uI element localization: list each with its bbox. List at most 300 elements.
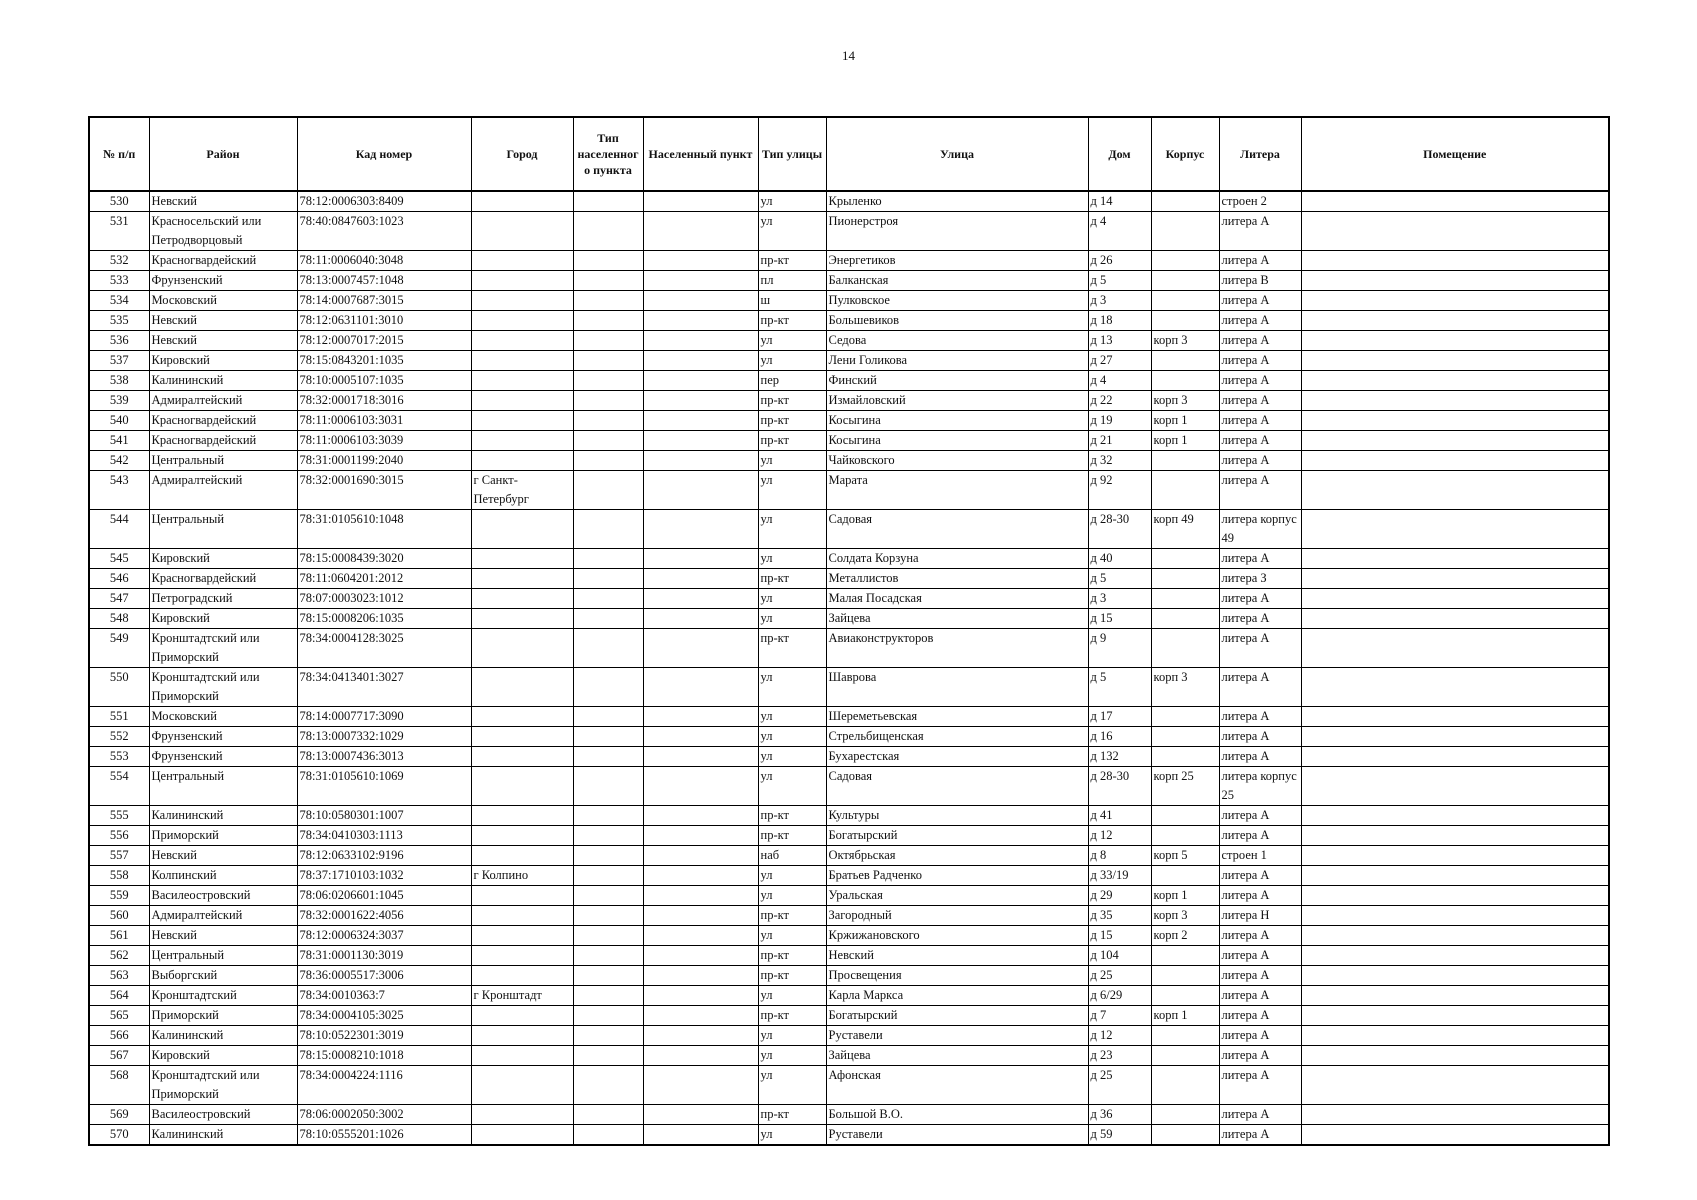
cell-letter: литера корпус 25 (1219, 767, 1301, 806)
cell-letter: литера А (1219, 727, 1301, 747)
table-row (89, 371, 1609, 391)
cell-letter: литера А (1219, 866, 1301, 886)
cell-building: корп 5 (1151, 846, 1219, 866)
cell-street-type: ул (758, 191, 826, 212)
cell-number: 553 (89, 747, 149, 767)
cell-building (1151, 271, 1219, 291)
cell-premises (1301, 886, 1609, 906)
cell-number: 537 (89, 351, 149, 371)
cell-settlement (643, 331, 758, 351)
cell-cadastral-number: 78:12:0006303:8409 (297, 191, 471, 212)
cell-cadastral-number: 78:14:0007717:3090 (297, 707, 471, 727)
cell-building (1151, 371, 1219, 391)
cell-district: Кронштадтский (149, 986, 297, 1006)
cell-number: 559 (89, 886, 149, 906)
cell-district: Кронштадтский или Приморский (149, 629, 297, 668)
table-row (89, 431, 1609, 451)
cell-street-type: пр-кт (758, 431, 826, 451)
cell-city (471, 886, 573, 906)
cell-street-type: ул (758, 589, 826, 609)
cell-district: Кировский (149, 1046, 297, 1066)
cell-settlement (643, 707, 758, 727)
table-row (89, 886, 1609, 906)
cell-district: Невский (149, 331, 297, 351)
cell-building (1151, 451, 1219, 471)
cell-building (1151, 191, 1219, 212)
cell-street: Садовая (826, 510, 1088, 549)
cell-settlement-type (573, 846, 643, 866)
cell-number: 539 (89, 391, 149, 411)
cell-settlement (643, 747, 758, 767)
column-header-letter: Литера (1219, 117, 1301, 191)
cell-cadastral-number: 78:15:0843201:1035 (297, 351, 471, 371)
cell-house: д 15 (1088, 609, 1151, 629)
cell-city (471, 431, 573, 451)
cell-street-type: пр-кт (758, 826, 826, 846)
cell-number: 563 (89, 966, 149, 986)
cell-street: Металлистов (826, 569, 1088, 589)
cell-settlement-type (573, 1006, 643, 1026)
cell-city (471, 826, 573, 846)
cell-settlement-type (573, 1066, 643, 1105)
table-row (89, 271, 1609, 291)
cell-district: Колпинский (149, 866, 297, 886)
cell-house: д 92 (1088, 471, 1151, 510)
cell-street: Лени Голикова (826, 351, 1088, 371)
cell-district: Кировский (149, 351, 297, 371)
column-header-street-type: Тип улицы (758, 117, 826, 191)
cell-house: д 33/19 (1088, 866, 1151, 886)
cell-number: 568 (89, 1066, 149, 1105)
cell-city (471, 668, 573, 707)
cell-settlement (643, 589, 758, 609)
cell-letter: строен 2 (1219, 191, 1301, 212)
cell-settlement-type (573, 351, 643, 371)
cell-district: Центральный (149, 767, 297, 806)
cell-house: д 6/29 (1088, 986, 1151, 1006)
cell-house: д 41 (1088, 806, 1151, 826)
cell-house: д 26 (1088, 251, 1151, 271)
cell-city (471, 727, 573, 747)
cell-city (471, 311, 573, 331)
cell-building (1151, 1046, 1219, 1066)
cell-street: Афонская (826, 1066, 1088, 1105)
cell-cadastral-number: 78:15:0008210:1018 (297, 1046, 471, 1066)
cell-cadastral-number: 78:11:0006040:3048 (297, 251, 471, 271)
cell-settlement-type (573, 1046, 643, 1066)
cell-street: Энергетиков (826, 251, 1088, 271)
cell-cadastral-number: 78:31:0105610:1048 (297, 510, 471, 549)
cell-premises (1301, 926, 1609, 946)
cell-premises (1301, 1046, 1609, 1066)
cell-street: Балканская (826, 271, 1088, 291)
cell-street: Пулковское (826, 291, 1088, 311)
cell-district: Невский (149, 926, 297, 946)
cell-district: Московский (149, 707, 297, 727)
cell-street: Шаврова (826, 668, 1088, 707)
cell-premises (1301, 451, 1609, 471)
cell-premises (1301, 747, 1609, 767)
cell-settlement (643, 886, 758, 906)
cell-district: Невский (149, 846, 297, 866)
cell-letter: литера А (1219, 311, 1301, 331)
cell-number: 551 (89, 707, 149, 727)
cell-city (471, 191, 573, 212)
cell-city (471, 331, 573, 351)
column-header-city: Город (471, 117, 573, 191)
table-row (89, 727, 1609, 747)
cell-street: Уральская (826, 886, 1088, 906)
table-body (89, 191, 1609, 1145)
column-header-building: Корпус (1151, 117, 1219, 191)
cell-street: Солдата Корзуна (826, 549, 1088, 569)
cell-letter: литера А (1219, 826, 1301, 846)
cell-district: Кронштадтский или Приморский (149, 668, 297, 707)
cell-settlement-type (573, 906, 643, 926)
cell-number: 531 (89, 212, 149, 251)
cell-settlement-type (573, 331, 643, 351)
cell-settlement (643, 291, 758, 311)
cell-house: д 25 (1088, 1066, 1151, 1105)
cell-building: корп 49 (1151, 510, 1219, 549)
cell-premises (1301, 826, 1609, 846)
cell-city (471, 966, 573, 986)
cell-cadastral-number: 78:12:0006324:3037 (297, 926, 471, 946)
cell-street: Загородный (826, 906, 1088, 926)
cell-city (471, 846, 573, 866)
cell-district: Красногвардейский (149, 251, 297, 271)
cell-house: д 40 (1088, 549, 1151, 569)
cell-cadastral-number: 78:11:0604201:2012 (297, 569, 471, 589)
cell-number: 550 (89, 668, 149, 707)
cell-building: корп 2 (1151, 926, 1219, 946)
cell-district: Калининский (149, 371, 297, 391)
cell-street-type: ул (758, 1046, 826, 1066)
cell-house: д 22 (1088, 391, 1151, 411)
cell-settlement (643, 966, 758, 986)
cell-letter: литера А (1219, 589, 1301, 609)
cell-number: 547 (89, 589, 149, 609)
table-row (89, 191, 1609, 212)
cell-city (471, 351, 573, 371)
cell-number: 562 (89, 946, 149, 966)
cell-street-type: ул (758, 609, 826, 629)
cell-street-type: пр-кт (758, 629, 826, 668)
table-row (89, 826, 1609, 846)
cell-house: д 9 (1088, 629, 1151, 668)
cell-settlement-type (573, 451, 643, 471)
cell-house: д 3 (1088, 291, 1151, 311)
cell-street-type: пр-кт (758, 1006, 826, 1026)
cell-cadastral-number: 78:12:0631101:3010 (297, 311, 471, 331)
cell-number: 540 (89, 411, 149, 431)
cell-building (1151, 1026, 1219, 1046)
cell-street: Стрельбищенская (826, 727, 1088, 747)
cell-street-type: ул (758, 1125, 826, 1146)
cell-number: 565 (89, 1006, 149, 1026)
cell-settlement (643, 212, 758, 251)
cell-number: 549 (89, 629, 149, 668)
cell-street-type: пр-кт (758, 391, 826, 411)
cell-building (1151, 986, 1219, 1006)
cell-building: корп 1 (1151, 431, 1219, 451)
cell-district: Кронштадтский или Приморский (149, 1066, 297, 1105)
cell-city (471, 510, 573, 549)
cell-cadastral-number: 78:15:0008206:1035 (297, 609, 471, 629)
cell-number: 541 (89, 431, 149, 451)
table-row (89, 212, 1609, 251)
cell-city (471, 747, 573, 767)
cell-letter: литера А (1219, 747, 1301, 767)
cell-settlement-type (573, 471, 643, 510)
cell-settlement-type (573, 191, 643, 212)
cell-house: д 28-30 (1088, 510, 1151, 549)
cell-letter: литера А (1219, 629, 1301, 668)
cell-letter: литера А (1219, 351, 1301, 371)
cell-street-type: ул (758, 331, 826, 351)
cell-street: Малая Посадская (826, 589, 1088, 609)
cell-city (471, 1066, 573, 1105)
cell-street-type: ул (758, 926, 826, 946)
cell-house: д 5 (1088, 569, 1151, 589)
cell-district: Приморский (149, 826, 297, 846)
column-header-settlement-type: Тип населенного пункта (573, 117, 643, 191)
table-row (89, 966, 1609, 986)
cell-premises (1301, 727, 1609, 747)
cell-street: Октябрьская (826, 846, 1088, 866)
cell-street: Большой В.О. (826, 1105, 1088, 1125)
cell-premises (1301, 291, 1609, 311)
cell-premises (1301, 707, 1609, 727)
cell-house: д 4 (1088, 371, 1151, 391)
property-table (88, 116, 1610, 1146)
cell-settlement-type (573, 926, 643, 946)
table-row (89, 946, 1609, 966)
table-row (89, 311, 1609, 331)
cell-street-type: пр-кт (758, 966, 826, 986)
cell-premises (1301, 510, 1609, 549)
cell-settlement-type (573, 1125, 643, 1146)
cell-cadastral-number: 78:34:0410303:1113 (297, 826, 471, 846)
cell-street-type: ул (758, 886, 826, 906)
cell-settlement (643, 946, 758, 966)
cell-building (1151, 707, 1219, 727)
column-header-district: Район (149, 117, 297, 191)
cell-number: 535 (89, 311, 149, 331)
table-row (89, 291, 1609, 311)
cell-street: Финский (826, 371, 1088, 391)
cell-letter: литера А (1219, 371, 1301, 391)
cell-premises (1301, 986, 1609, 1006)
cell-settlement-type (573, 391, 643, 411)
cell-premises (1301, 1006, 1609, 1026)
cell-premises (1301, 966, 1609, 986)
cell-cadastral-number: 78:10:0005107:1035 (297, 371, 471, 391)
cell-street: Косыгина (826, 411, 1088, 431)
cell-settlement (643, 371, 758, 391)
cell-district: Красносельский или Петродворцовый (149, 212, 297, 251)
column-header-settlement: Населенный пункт (643, 117, 758, 191)
cell-premises (1301, 846, 1609, 866)
cell-letter: литера А (1219, 707, 1301, 727)
cell-house: д 12 (1088, 1026, 1151, 1046)
cell-letter: строен 1 (1219, 846, 1301, 866)
cell-settlement-type (573, 589, 643, 609)
cell-city (471, 549, 573, 569)
cell-city (471, 1046, 573, 1066)
cell-building: корп 1 (1151, 886, 1219, 906)
cell-district: Невский (149, 311, 297, 331)
cell-letter: литера А (1219, 291, 1301, 311)
cell-premises (1301, 331, 1609, 351)
cell-cadastral-number: 78:12:0007017:2015 (297, 331, 471, 351)
cell-settlement (643, 846, 758, 866)
cell-city (471, 271, 573, 291)
cell-premises (1301, 549, 1609, 569)
cell-street-type: ул (758, 510, 826, 549)
cell-street-type: пр-кт (758, 806, 826, 826)
cell-street-type: ш (758, 291, 826, 311)
cell-street-type: ул (758, 767, 826, 806)
cell-settlement (643, 451, 758, 471)
page-number: 14 (842, 48, 855, 63)
cell-cadastral-number: 78:11:0006103:3039 (297, 431, 471, 451)
cell-cadastral-number: 78:31:0001199:2040 (297, 451, 471, 471)
cell-district: Калининский (149, 1026, 297, 1046)
cell-cadastral-number: 78:10:0522301:3019 (297, 1026, 471, 1046)
cell-district: Адмиралтейский (149, 391, 297, 411)
cell-cadastral-number: 78:10:0555201:1026 (297, 1125, 471, 1146)
cell-district: Адмиралтейский (149, 906, 297, 926)
cell-settlement (643, 727, 758, 747)
table-row (89, 411, 1609, 431)
cell-number: 538 (89, 371, 149, 391)
cell-building (1151, 589, 1219, 609)
cell-street: Руставели (826, 1125, 1088, 1146)
cell-district: Красногвардейский (149, 411, 297, 431)
cell-settlement-type (573, 986, 643, 1006)
cell-number: 544 (89, 510, 149, 549)
cell-number: 542 (89, 451, 149, 471)
cell-letter: литера А (1219, 431, 1301, 451)
cell-premises (1301, 1026, 1609, 1046)
cell-settlement-type (573, 966, 643, 986)
cell-district: Приморский (149, 1006, 297, 1026)
cell-letter: литера А (1219, 886, 1301, 906)
cell-street-type: пр-кт (758, 569, 826, 589)
cell-settlement (643, 271, 758, 291)
cell-number: 552 (89, 727, 149, 747)
cell-letter: литера А (1219, 1105, 1301, 1125)
cell-district: Адмиралтейский (149, 471, 297, 510)
cell-premises (1301, 271, 1609, 291)
cell-city (471, 1006, 573, 1026)
cell-letter: литера З (1219, 569, 1301, 589)
cell-number: 560 (89, 906, 149, 926)
table-row (89, 471, 1609, 510)
table-row (89, 451, 1609, 471)
cell-settlement-type (573, 629, 643, 668)
cell-house: д 5 (1088, 271, 1151, 291)
cell-building: корп 3 (1151, 391, 1219, 411)
cell-letter: литера А (1219, 1066, 1301, 1105)
cell-premises (1301, 668, 1609, 707)
cell-premises (1301, 1066, 1609, 1105)
cell-building (1151, 569, 1219, 589)
cell-building (1151, 1066, 1219, 1105)
cell-street-type: ул (758, 707, 826, 727)
column-header-cadastral-number: Кад номер (297, 117, 471, 191)
cell-street: Седова (826, 331, 1088, 351)
cell-city (471, 629, 573, 668)
cell-cadastral-number: 78:34:0413401:3027 (297, 668, 471, 707)
cell-letter: литера А (1219, 926, 1301, 946)
cell-street: Чайковского (826, 451, 1088, 471)
cell-premises (1301, 431, 1609, 451)
cell-cadastral-number: 78:07:0003023:1012 (297, 589, 471, 609)
cell-cadastral-number: 78:15:0008439:3020 (297, 549, 471, 569)
cell-settlement (643, 1066, 758, 1105)
cell-cadastral-number: 78:32:0001718:3016 (297, 391, 471, 411)
cell-house: д 27 (1088, 351, 1151, 371)
table-row (89, 251, 1609, 271)
cell-letter: литера А (1219, 471, 1301, 510)
cell-house: д 3 (1088, 589, 1151, 609)
cell-letter: литера Н (1219, 906, 1301, 926)
table-row (89, 926, 1609, 946)
column-header-street: Улица (826, 117, 1088, 191)
cell-cadastral-number: 78:36:0005517:3006 (297, 966, 471, 986)
cell-premises (1301, 767, 1609, 806)
table-row (89, 1105, 1609, 1125)
cell-premises (1301, 906, 1609, 926)
cell-building: корп 3 (1151, 906, 1219, 926)
cell-street: Просвещения (826, 966, 1088, 986)
cell-district: Кировский (149, 549, 297, 569)
cell-settlement (643, 569, 758, 589)
cell-district: Центральный (149, 946, 297, 966)
cell-premises (1301, 411, 1609, 431)
cell-cadastral-number: 78:32:0001622:4056 (297, 906, 471, 926)
cell-premises (1301, 946, 1609, 966)
cell-settlement-type (573, 431, 643, 451)
cell-house: д 17 (1088, 707, 1151, 727)
cell-number: 545 (89, 549, 149, 569)
cell-premises (1301, 589, 1609, 609)
cell-street-type: пр-кт (758, 1105, 826, 1125)
cell-city (471, 707, 573, 727)
cell-building (1151, 747, 1219, 767)
cell-building: корп 3 (1151, 668, 1219, 707)
cell-street: Шереметьевская (826, 707, 1088, 727)
cell-premises (1301, 212, 1609, 251)
cell-building (1151, 946, 1219, 966)
cell-street: Зайцева (826, 609, 1088, 629)
cell-letter: литера А (1219, 549, 1301, 569)
cell-street: Бухарестская (826, 747, 1088, 767)
cell-cadastral-number: 78:12:0633102:9196 (297, 846, 471, 866)
cell-street-type: пр-кт (758, 251, 826, 271)
cell-street: Измайловский (826, 391, 1088, 411)
cell-settlement-type (573, 371, 643, 391)
cell-settlement-type (573, 747, 643, 767)
cell-settlement-type (573, 510, 643, 549)
cell-cadastral-number: 78:06:0002050:3002 (297, 1105, 471, 1125)
cell-letter: литера А (1219, 411, 1301, 431)
cell-settlement (643, 431, 758, 451)
cell-letter: литера А (1219, 966, 1301, 986)
cell-settlement (643, 251, 758, 271)
